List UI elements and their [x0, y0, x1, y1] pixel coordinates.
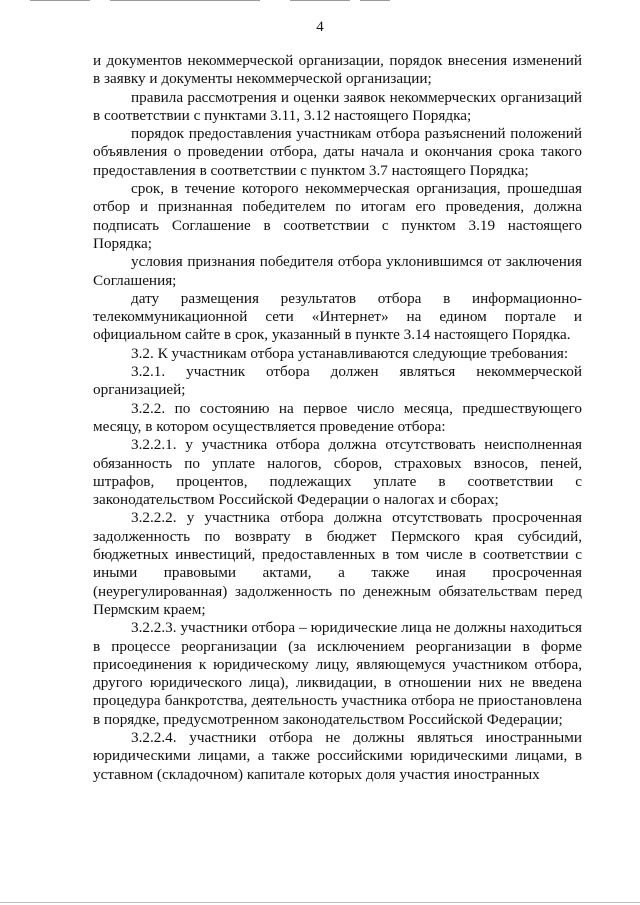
paragraph: 3.2. К участникам отбора устанавливаются следующие требования: — [131, 344, 569, 362]
paragraph: 3.2.2.1. у участника отбора должна отсутствовать неисполненная обязанность по уплате налогов, сборов, страховых взносов, пеней, штрафов, процентов, подлежащих уплате в соответствии с законодательством Российской Федерации о налогах и сборах; — [93, 436, 582, 509]
top-scan-edge — [0, 0, 640, 2]
page-number: 4 — [316, 19, 324, 35]
paragraph: порядок предоставления участникам отбора разъяснений положений объявления о проведении отбора, даты начала и окончания срока такого предоставления в соответствии с пунктом 3.7 настоящего Порядка; — [93, 125, 582, 179]
paragraph: и документов некоммерческой организации, порядок внесения изменений в заявку и документы некоммерческой организации; — [93, 52, 582, 88]
paragraph: 3.2.1. участник отбора должен являться некоммерческой организацией; — [93, 363, 582, 399]
paragraph: 3.2.2.2. у участника отбора должна отсутствовать просроченная задолженность по возврату в бюджет Пермского края субсидий, бюджетных инвестиций, предоставленных в том числе в соответствии с иными правовыми актами, а также иная просроченная (неурегулированная) задолженность по денежным обязательствам перед Пермским краем; — [93, 509, 582, 618]
paragraph: дату размещения результатов отбора в информационно-телекоммуникационной сети «Интернет» на едином портале и официальном сайте в срок, указанный в пункте 3.14 настоящего Порядка. — [93, 289, 582, 344]
paragraph: правила рассмотрения и оценки заявок некоммерческих организаций в соответствии с пунктами 3.11, 3.12 настоящего Порядка; — [93, 88, 582, 124]
paragraph: 3.2.2.3. участники отбора – юридические лица не должны находиться в процессе реорганизации (за исключением реорганизации в форме присоединения к юридическому лицу, являющемуся участником отбора, другого юридического лица), ликвидации, в отношении них не введена процедура банкротства, деятельность участника отбора не приостановлена в порядке, предусмотренном законодательством Российской Федерации; — [93, 619, 582, 728]
paragraph: 3.2.2. по состоянию на первое число месяца, предшествующего месяцу, в котором осуществляется проведение отбора: — [93, 399, 582, 435]
paragraph: условия признания победителя отбора уклонившимся от заключения Соглашения; — [93, 253, 582, 289]
document-body — [93, 52, 582, 784]
paragraph: срок, в течение которого некоммерческая организация, прошедшая отбор и признанная победителем по итогам его проведения, должна подписать Соглашение в соответствии с пунктом 3.19 настоящего Порядка; — [93, 180, 582, 252]
paragraph: 3.2.2.4. участники отбора не должны являться иностранными юридическими лицами, а также российскими юридическими лицами, в уставном (складочном) капитале которых доля участия иностранных — [93, 728, 582, 783]
bottom-scan-edge — [0, 902, 640, 903]
